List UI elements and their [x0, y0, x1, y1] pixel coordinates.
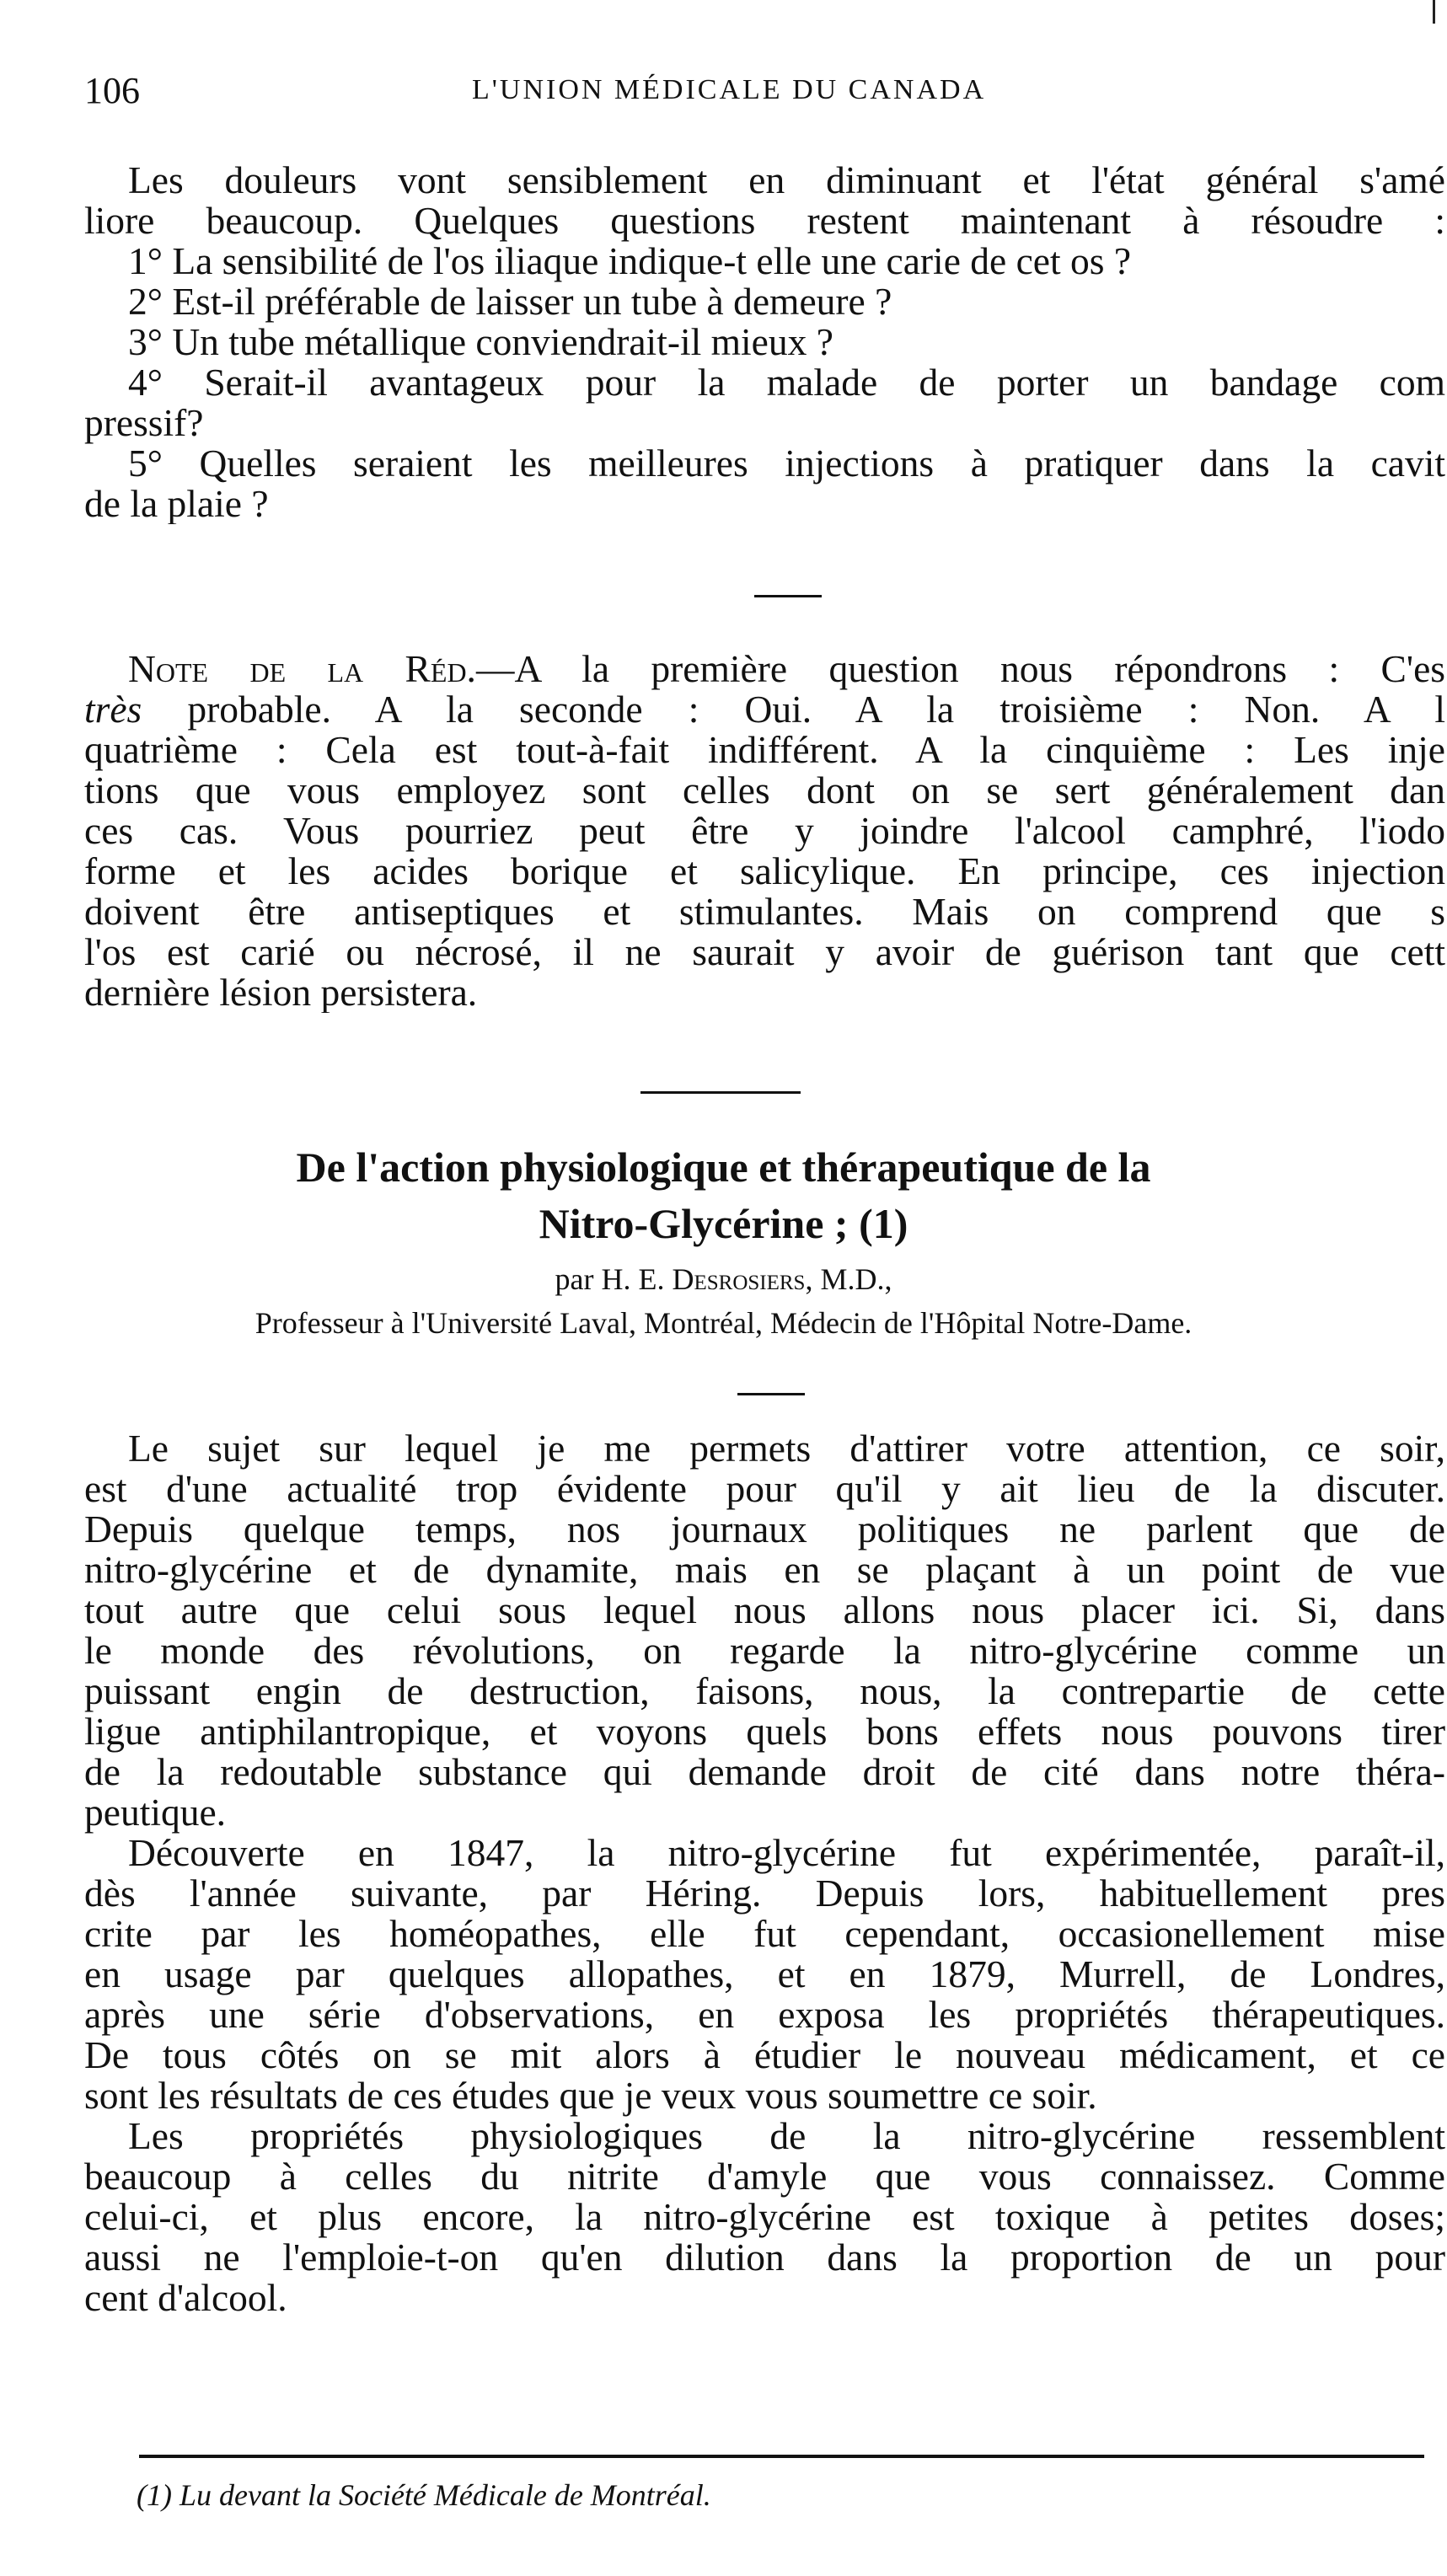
- note-line: forme et les acides borique et salicylique. En principe, ces injection: [84, 849, 1445, 892]
- note-line: [84, 689, 1445, 730]
- note-line: tions que vous employez sont celles dont on se sert généralement dan: [84, 769, 1445, 811]
- note-line: quatrième : Cela est tout-à-fait indifférent. A la cinquième : Les inje: [84, 728, 1445, 771]
- body-line: nitro-glycérine et de dynamite, mais en se plaçant à un point de vue: [84, 1548, 1445, 1591]
- author-byline: [51, 1261, 1396, 1298]
- author-name: Desrosiers: [672, 1262, 806, 1296]
- question-item: 5° Quelles seraient les meilleures injections à pratiquer dans la cavit: [128, 442, 1445, 485]
- footnote: (1) Lu devant la Société Médicale de Montréal.: [137, 2478, 711, 2512]
- body-line: crite par les homéopathes, elle fut cependant, occasionellement mise: [84, 1912, 1445, 1955]
- body-line: celui-ci, et plus encore, la nitro-glycérine est toxique à petites doses;: [84, 2195, 1445, 2238]
- question-list: [84, 241, 1445, 524]
- body-line: est d'une actualité trop évidente pour qu'il y ait lieu de la discuter.: [84, 1467, 1445, 1510]
- body-line: tout autre que celui sous lequel nous allons nous placer ici. Si, dans: [84, 1588, 1445, 1631]
- page-number: 106: [84, 70, 140, 111]
- note-line: [84, 649, 1445, 689]
- body-line: dès l'année suivante, par Héring. Depuis lors, habituellement pres: [84, 1872, 1445, 1915]
- byline-suffix: , M.D.,: [805, 1262, 892, 1296]
- question-item-continuation: pressif?: [84, 401, 204, 444]
- question-item: 2° Est-il préférable de laisser un tube à demeure ?: [128, 280, 892, 323]
- intro-line: Les douleurs vont sensiblement en diminuant et l'état général s'amé: [128, 160, 1445, 201]
- article-title: De l'action physiologique et thérapeutique de la: [296, 1143, 1151, 1191]
- body-line: de la redoutable substance qui demande droit de cité dans notre théra-: [84, 1750, 1445, 1793]
- note-emphasis: très: [84, 688, 142, 731]
- body-line: Le sujet sur lequel je me permets d'attirer votre attention, ce soir,: [128, 1428, 1445, 1470]
- body-line: De tous côtés on se mit alors à étudier le nouveau médicament, et ce: [84, 2033, 1445, 2076]
- body-line: le monde des révolutions, on regarde la nitro-glycérine comme un: [84, 1629, 1445, 1672]
- running-header: [84, 69, 1433, 120]
- body-line: beaucoup à celles du nitrite d'amyle que vous connaissez. Comme: [84, 2155, 1445, 2198]
- editor-note: [84, 649, 1445, 1013]
- body-line: Les propriétés physiologiques de la nitro-glycérine ressemblent: [128, 2114, 1445, 2157]
- section-divider: [640, 1091, 801, 1094]
- body-line: Depuis quelque temps, nos journaux politiques ne parlent que de: [84, 1508, 1445, 1550]
- body-line: puissant engin de destruction, faisons, nous, la contrepartie de cette: [84, 1669, 1445, 1712]
- note-line: l'os est carié ou nécrosé, il ne saurait y avoir de guérison tant que cett: [84, 930, 1445, 973]
- body-line: Découverte en 1847, la nitro-glycérine fut expérimentée, paraît-il,: [128, 1831, 1445, 1874]
- question-item: 3° Un tube métallique conviendrait-il mieux ?: [128, 320, 833, 363]
- body-line: sont les résultats de ces études que je veux vous soumettre ce soir.: [84, 2074, 1097, 2117]
- author-affiliation: Professeur à l'Université Laval, Montréal, Médecin de l'Hôpital Notre-Dame.: [255, 1306, 1192, 1340]
- note-line: dernière lésion persistera.: [84, 971, 478, 1013]
- body-line: en usage par quelques allopathes, et en 1879, Murrell, de Londres,: [84, 1952, 1445, 1995]
- note-line: ces cas. Vous pourriez peut être y joindre l'alcool camphré, l'iodo: [84, 809, 1445, 852]
- question-item: 1° La sensibilité de l'os iliaque indique-t elle une carie de cet os ?: [128, 239, 1132, 282]
- body-line: ligue antiphilantropique, et voyons quels bons effets nous pouvons tirer: [84, 1710, 1445, 1753]
- byline-prefix: par H. E.: [555, 1262, 673, 1296]
- note-text: probable. A la seconde : Oui. A la troisième : Non. A l: [142, 688, 1445, 731]
- article-body: [84, 1428, 1445, 2318]
- intro-line: liore beaucoup. Quelques questions restent maintenant à résoudre :: [84, 199, 1445, 242]
- section-divider: [737, 1393, 805, 1395]
- edge-mark: [1433, 0, 1435, 24]
- article-title: Nitro-Glycérine ; (1): [539, 1200, 908, 1247]
- note-line: doivent être antiseptiques et stimulantes. Mais on comprend que s: [84, 890, 1445, 933]
- body-line: cent d'alcool.: [84, 2276, 287, 2318]
- body-line: peutique.: [84, 1791, 227, 1834]
- question-item-continuation: de la plaie ?: [84, 482, 269, 524]
- note-text: —A la première question nous répondrons : C'es: [475, 649, 1445, 690]
- section-divider: [754, 595, 822, 597]
- journal-title: L'UNION MÉDICALE DU CANADA: [472, 74, 987, 105]
- body-line: après une série d'observations, en exposa les propriétés thérapeutiques.: [84, 1993, 1445, 2036]
- footnote-divider: [139, 2455, 1424, 2458]
- question-item: 4° Serait-il avantageux pour la malade de porter un bandage com: [128, 361, 1445, 404]
- questions-section: [84, 160, 1445, 524]
- body-line: aussi ne l'emploie-t-on qu'en dilution dans la proportion de un pour: [84, 2236, 1445, 2279]
- note-label: Note de la Réd.: [128, 649, 476, 690]
